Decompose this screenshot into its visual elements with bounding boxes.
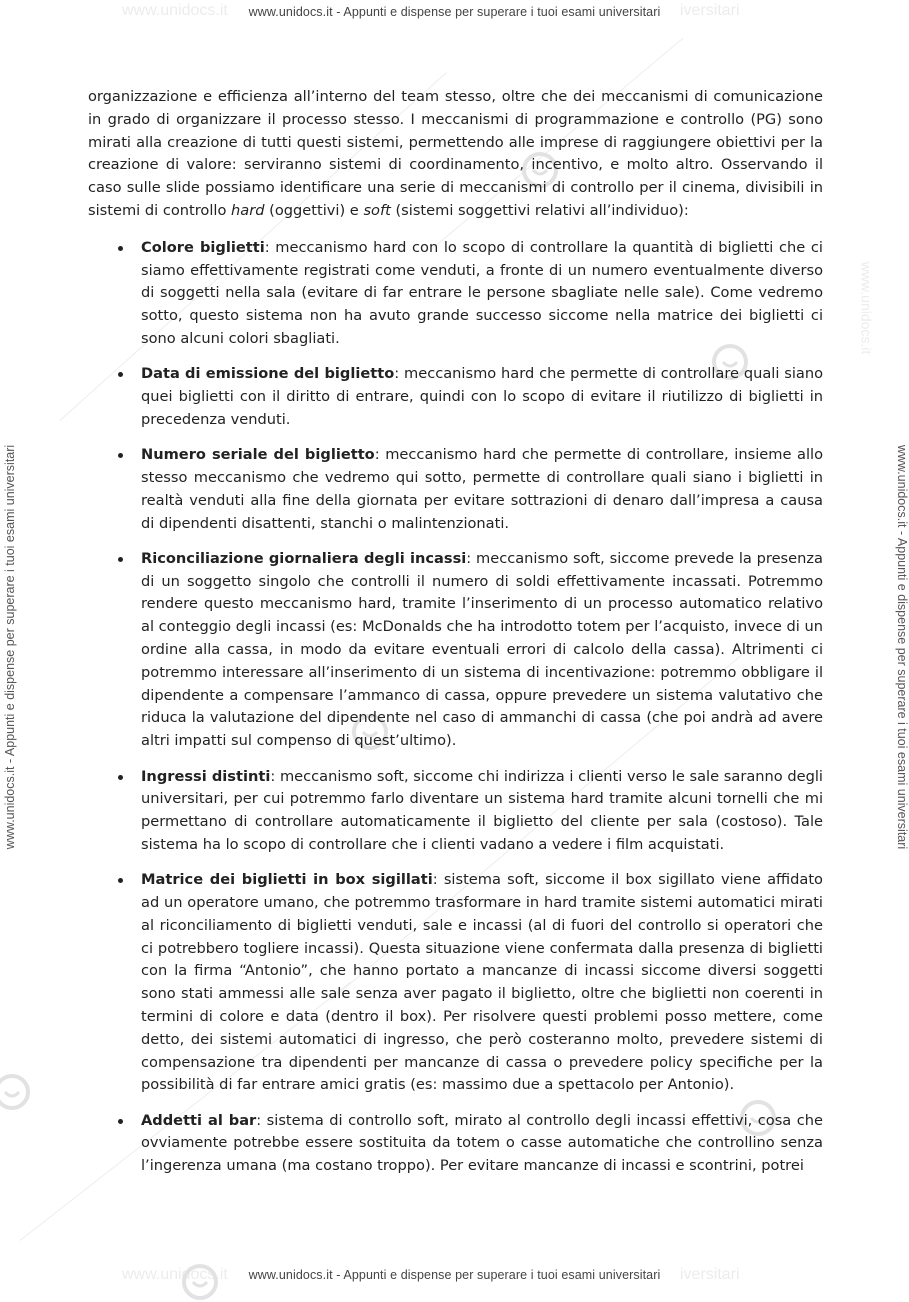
list-item [88,869,823,1097]
item-text: : meccanismo hard che permette di controllare, insieme allo stesso meccanismo che vedremo qui sotto, permette di controllare quali siano i biglietti in realtà venduti alla fine della giornata per evitare sottrazioni di denaro dall’impresa a causa di dipendenti disattenti, stanchi o malintenzionati. [141,446,823,532]
bullet-icon [118,453,123,458]
item-text: : meccanismo soft, siccome prevede la presenza di un soggetto singolo che controlli il numero di soldi effettivamente incassati. Potremmo rendere questo meccanismo hard, tramite l’inserimento di un processo automatico relativo al conteggio degli incassi (es: McDonalds che ha introdotto totem per l’acquisto, invece di un ordine alla cassa, in modo da evitare eventuali errori di calcolo della cassa). Altrimenti ci potremmo interessare all’inserimento di un sistema di incentivazione: potremmo obbligare il dipendente a compensare l’ammanco di cassa, oppure prevedere un sistema valutativo che riduca la valutazione del dipendente nel caso di ammanchi di cassa (che poi andrà ad avere altri impatti sul compenso di quest’ultimo). [141,549,823,750]
watermark-ghost-top-left: www.unidocs.it [122,2,228,19]
bullet-icon [118,246,123,251]
item-title: Addetti al bar [141,1111,257,1129]
unidocs-logo-icon [0,1072,32,1112]
item-text: : meccanismo hard con lo scopo di controllare la quantità di biglietti che ci siamo effettivamente registrati come venduti, a fronte di un numero eventualmente diverso di soggetti nella sala (evitare di far entrare le persone sbagliate nelle sale). Come vedremo sotto, questo sistema non ha avuto grande successo siccome nella matrice dei biglietti ci sono alcuni colori sbagliati. [141,238,823,347]
intro-text: (sistemi soggettivi relativi all’individuo): [390,201,689,219]
intro-text: (oggettivi) e [264,201,364,219]
watermark-banner-right: www.unidocs.it - Appunti e dispense per superare i tuoi esami universitari [895,444,909,850]
list-item [88,1110,823,1178]
watermark-ghost-bottom-left: www.unidocs.it [122,1266,228,1283]
item-title: Colore biglietti [141,238,265,256]
item-title: Ingressi distinti [141,767,271,785]
list-item [88,444,823,535]
list-item [88,766,823,857]
item-text: : sistema soft, siccome il box sigillato viene affidato ad un operatore umano, che potremmo trasformare in hard tramite sistemi automatici mirati al riconciliamento di biglietti venduti, sale e incassi (al di fuori del controllo si operatori che ci potrebbero togliere incassi). Questa situazione viene confermata dalla presenza di biglietti con la firma “Antonio”, che hanno portato a mancanze di incassi siccome diversi soggetti sono stati ammessi alle sale senza aver pagato il biglietto, oltre che biglietti non coerenti in termini di colore e data (dentro il box). Per risolvere questi problemi posso mettere, come detto, dei sistemi automatici di ingresso, che però costeranno molto, prevedere sistemi di compensazione tra dipendenti per mancanze di cassa o prevedere policy specifiche per la possibilità di far entrare amici gratis (es: massimo due a spettacolo per Antonio). [141,871,823,1094]
bullet-icon [118,1119,123,1124]
item-title: Data di emissione del biglietto [141,365,395,383]
intro-paragraph [88,86,823,223]
item-text: : meccanismo soft, siccome chi indirizza i clienti verso le sale saranno degli universitari, per cui potremmo farlo diventare un sistema hard tramite alcuni tornelli che mi permettano di controllare automaticamente il biglietto del cliente per sala (costoso). Tale sistema ha lo scopo di controllare che i clienti vadano a vedere i film acquistati. [141,767,823,853]
list-item [88,548,823,753]
item-text: : meccanismo hard che permette di controllare quali siano quei biglietti con il diritto di entrare, quindi con lo scopo di evitare il riutilizzo di biglietti in precedenza venduti. [141,365,823,428]
bullet-icon [118,775,123,780]
bullet-icon [118,557,123,562]
intro-text: organizzazione e efficienza all’interno del team stesso, oltre che dei meccanismi di comunicazione in grado di organizzare il processo stesso. I meccanismi di programmazione e controllo (PG) sono mirati alla creazione di tutti questi sistemi, permettendo alle imprese di raggiungere obiettivi per la creazione di valore: serviranno sistemi di coordinamento, incentivo, e molto altro. Osservando il caso sulle slide possiamo identificare una serie di meccanismi di controllo per il cinema, divisibili in sistemi di controllo [88,88,823,219]
watermark-banner-bottom: www.unidocs.it - Appunti e dispense per superare i tuoi esami universitari [248,1268,661,1282]
watermark-banner-left: www.unidocs.it - Appunti e dispense per superare i tuoi esami universitari [3,444,17,850]
document-body [88,86,823,1178]
watermark-ghost-side-right: www.unidocs.it [858,261,875,355]
bullet-icon [118,372,123,377]
watermark-ghost-top-right: iversitari [680,2,740,19]
list-item [88,237,823,351]
control-mechanisms-list [88,237,823,1178]
item-title: Riconciliazione giornaliera degli incassi [141,549,467,567]
item-title: Matrice dei biglietti in box sigillati [141,871,433,889]
watermark-ghost-bottom-right: iversitari [680,1266,740,1283]
list-item [88,363,823,431]
watermark-banner-top: www.unidocs.it - Appunti e dispense per superare i tuoi esami universitari [248,5,661,19]
bullet-icon [118,878,123,883]
intro-hard-term: hard [231,201,265,219]
item-text: : sistema di controllo soft, mirato al controllo degli incassi effettivi, cosa che ovviamente potrebbe essere sostituita da totem o casse automatiche che controllino senza l’ingerenza umana (ma costano troppo). Per evitare mancanze di incassi e scontrini, potrei [141,1111,823,1175]
item-title: Numero seriale del biglietto [141,446,375,464]
intro-soft-term: soft [363,201,391,219]
